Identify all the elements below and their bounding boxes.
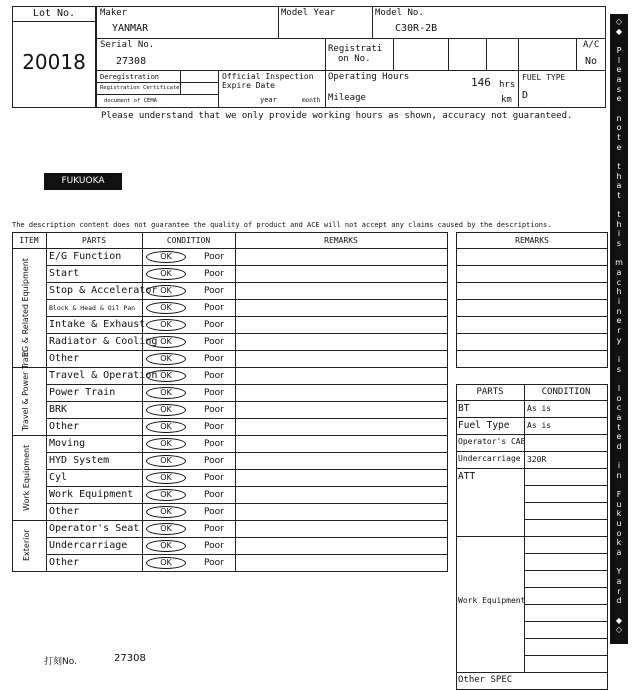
right-condition-cell[interactable] xyxy=(524,434,608,452)
ok-option[interactable]: OK xyxy=(146,285,186,297)
sidebar-char: y xyxy=(616,335,622,345)
serial-value: 27308 xyxy=(116,56,147,67)
fuel-type-label: FUEL TYPE xyxy=(522,73,566,82)
sidebar-char: t xyxy=(617,190,621,200)
remarks-cell[interactable] xyxy=(235,520,448,538)
remarks-cell[interactable] xyxy=(235,282,448,300)
poor-option[interactable]: Poor xyxy=(204,320,224,330)
header-parts-label: PARTS xyxy=(81,236,107,245)
remarks-cell[interactable] xyxy=(235,537,448,555)
part-name: Undercarriage xyxy=(49,540,128,551)
year-label: year xyxy=(260,96,277,104)
model-no-value: C30R-2B xyxy=(395,23,438,34)
sidebar-char: o xyxy=(616,123,622,133)
location-sidebar xyxy=(610,14,628,644)
sidebar-char: u xyxy=(616,519,622,529)
sidebar-char: a xyxy=(616,412,622,422)
sidebar-char: e xyxy=(616,65,622,75)
right-condition-label: CONDITION xyxy=(541,387,591,397)
header-item-label: ITEM xyxy=(19,236,39,245)
part-name: BRK xyxy=(49,404,68,415)
right-remarks-row[interactable] xyxy=(456,299,608,317)
sidebar-char: ◇ xyxy=(615,625,623,635)
lot-number: 20018 xyxy=(22,50,86,74)
right-condition-value: As is xyxy=(527,404,552,413)
sidebar-char: a xyxy=(616,548,622,558)
ok-option[interactable]: OK xyxy=(146,370,186,382)
sidebar-char: a xyxy=(616,268,622,278)
work-equipment-row[interactable] xyxy=(524,587,608,605)
poor-option[interactable]: Poor xyxy=(204,252,224,262)
right-condition-cell[interactable] xyxy=(524,519,608,537)
part-name: Other xyxy=(49,506,80,517)
poor-option[interactable]: Poor xyxy=(204,269,224,279)
right-condition-value: 320R xyxy=(527,455,547,464)
sidebar-char: r xyxy=(617,326,621,335)
sidebar-char: e xyxy=(616,432,622,442)
sidebar-char: r xyxy=(617,586,621,596)
ok-option[interactable]: OK xyxy=(146,353,186,365)
sidebar-char: s xyxy=(616,239,622,249)
model-year-label: Model Year xyxy=(281,8,336,18)
sidebar-char: o xyxy=(616,393,622,403)
sidebar-char: ◆ xyxy=(615,615,623,625)
ok-option[interactable]: OK xyxy=(146,438,186,450)
mileage-label: Mileage xyxy=(328,93,366,103)
sidebar-char: h xyxy=(616,287,622,297)
sidebar-char: k xyxy=(616,509,622,519)
inspection-label-2: Expire Date xyxy=(222,81,275,90)
poor-option[interactable]: Poor xyxy=(204,354,224,364)
ok-option[interactable]: OK xyxy=(146,523,186,535)
km-label: km xyxy=(501,95,512,105)
poor-option[interactable]: Poor xyxy=(204,558,224,568)
remarks-cell[interactable] xyxy=(235,299,448,317)
sidebar-char: e xyxy=(616,316,622,326)
fuel-type-value: D xyxy=(522,90,529,101)
remarks-cell[interactable] xyxy=(235,265,448,283)
remarks-cell[interactable] xyxy=(235,554,448,572)
part-name: Block & Head & Oil Pan xyxy=(49,304,136,312)
work-equipment-row[interactable] xyxy=(524,604,608,622)
work-equipment-row[interactable] xyxy=(524,570,608,588)
part-name: Start xyxy=(49,268,80,279)
right-remarks-row[interactable] xyxy=(456,282,608,300)
operating-hours-label: Operating Hours xyxy=(328,72,410,82)
header-remarks-label: REMARKS xyxy=(324,236,358,245)
right-condition-cell[interactable] xyxy=(524,502,608,520)
registration-label-1: Registrati xyxy=(328,44,383,54)
part-name: Travel & Operation xyxy=(49,370,158,381)
part-name: Stop & Accelerator xyxy=(49,285,158,296)
cema-label: document of CEMA xyxy=(104,98,157,104)
poor-option[interactable]: Poor xyxy=(204,371,224,381)
ok-option[interactable]: OK xyxy=(146,472,186,484)
remarks-cell[interactable] xyxy=(235,503,448,521)
sidebar-char: e xyxy=(616,142,622,152)
remarks-cell[interactable] xyxy=(235,469,448,487)
remarks-cell[interactable] xyxy=(235,248,448,266)
right-remarks-row[interactable] xyxy=(456,248,608,266)
right-remarks-row[interactable] xyxy=(456,350,608,368)
ok-option[interactable]: OK xyxy=(146,387,186,399)
ok-option[interactable]: OK xyxy=(146,268,186,280)
part-name: HYD System xyxy=(49,455,110,466)
part-name: Other xyxy=(49,421,80,432)
sidebar-char: i xyxy=(617,297,621,307)
work-equipment-row[interactable] xyxy=(524,553,608,571)
sidebar-char: o xyxy=(616,528,622,538)
maker-value: YANMAR xyxy=(112,23,149,34)
location-badge-label: FUKUOKA xyxy=(61,176,105,186)
sidebar-char: i xyxy=(617,229,621,239)
remarks-cell[interactable] xyxy=(235,435,448,453)
work-equipment-label: Work Equipment xyxy=(458,596,526,605)
inspection-label-1: Official Inspection xyxy=(222,72,314,81)
work-equipment-row[interactable] xyxy=(524,655,608,673)
other-spec-label: Other SPEC xyxy=(458,675,513,685)
sidebar-char: n xyxy=(616,113,622,123)
remarks-cell[interactable] xyxy=(235,333,448,351)
sidebar-char: Y xyxy=(616,567,622,577)
ok-option[interactable]: OK xyxy=(146,506,186,518)
work-equipment-row[interactable] xyxy=(524,536,608,554)
sidebar-char: t xyxy=(617,422,621,432)
sidebar-char: ◆ xyxy=(615,26,623,36)
poor-option[interactable]: Poor xyxy=(204,490,224,500)
sidebar-char: t xyxy=(617,132,621,142)
ok-option[interactable]: OK xyxy=(146,336,186,348)
sidebar-char: P xyxy=(616,45,622,55)
sidebar-char: t xyxy=(617,161,621,171)
group-label: Exterior xyxy=(22,529,31,562)
remarks-cell[interactable] xyxy=(235,384,448,402)
sidebar-char: t xyxy=(617,210,621,220)
ok-option[interactable]: OK xyxy=(146,540,186,552)
remarks-cell[interactable] xyxy=(235,452,448,470)
poor-option[interactable]: Poor xyxy=(204,456,224,466)
ok-option[interactable]: OK xyxy=(146,489,186,501)
sidebar-char: s xyxy=(616,364,622,374)
poor-option[interactable]: Poor xyxy=(204,541,224,551)
part-name: Cyl xyxy=(49,472,68,483)
poor-option[interactable]: Poor xyxy=(204,388,224,398)
poor-option[interactable]: Poor xyxy=(204,473,224,483)
notice-text: Please understand that we only provide working hours as shown, accuracy not guaranteed. xyxy=(101,111,573,121)
sidebar-char: d xyxy=(616,441,622,451)
ok-option[interactable]: OK xyxy=(146,557,186,569)
sidebar-char: k xyxy=(616,538,622,548)
work-equipment-row[interactable] xyxy=(524,621,608,639)
sidebar-char: h xyxy=(616,171,622,181)
part-name: Operator's Seat xyxy=(49,523,140,534)
right-condition-cell[interactable] xyxy=(524,485,608,503)
right-remarks-label: REMARKS xyxy=(515,236,549,245)
right-remarks-row[interactable] xyxy=(456,333,608,351)
hrs-label: hrs xyxy=(499,80,516,90)
part-name: E/G Function xyxy=(49,251,122,262)
poor-option[interactable]: Poor xyxy=(204,422,224,432)
remarks-cell[interactable] xyxy=(235,486,448,504)
part-name: Other xyxy=(49,557,80,568)
sidebar-char: ◇ xyxy=(615,17,623,26)
sidebar-char: i xyxy=(617,461,621,471)
ok-option[interactable]: OK xyxy=(146,251,186,263)
registration-label-2: on No. xyxy=(338,54,371,64)
part-name: Moving xyxy=(49,438,86,449)
stamp-label: 打刻No. xyxy=(44,657,77,667)
serial-label: Serial No. xyxy=(100,40,155,50)
disclaimer-text: The description content does not guarantee the quality of product and ACE will not accept any claims caused by the descriptions. xyxy=(12,221,552,229)
right-parts-label: PARTS xyxy=(476,387,504,397)
ac-value: No xyxy=(585,56,598,67)
remarks-cell[interactable] xyxy=(235,316,448,334)
sidebar-char: c xyxy=(616,277,622,287)
sidebar-char: e xyxy=(616,94,622,104)
maker-label: Maker xyxy=(100,8,128,18)
poor-option[interactable]: Poor xyxy=(204,405,224,415)
right-remarks-row[interactable] xyxy=(456,316,608,334)
stamp-value: 27308 xyxy=(114,653,146,664)
remarks-cell[interactable] xyxy=(235,367,448,385)
part-name: Radiator & Cooling xyxy=(49,336,158,347)
month-label: month xyxy=(302,97,321,104)
right-condition-value: As is xyxy=(527,421,552,430)
poor-option[interactable]: Poor xyxy=(204,507,224,517)
poor-option[interactable]: Poor xyxy=(204,439,224,449)
remarks-cell[interactable] xyxy=(235,401,448,419)
group-label: EG & Related Equipment xyxy=(21,258,30,357)
model-no-label: Model No. xyxy=(375,8,424,18)
part-name: Work Equipment xyxy=(49,489,134,500)
sidebar-char: l xyxy=(617,383,621,393)
registration-cert-label: Registration Certificate xyxy=(100,85,180,91)
right-part-name: Operator's CAB xyxy=(458,437,526,446)
operating-hours-value: 146 xyxy=(471,76,491,89)
right-condition-cell[interactable] xyxy=(524,468,608,486)
sidebar-char: a xyxy=(616,181,622,191)
remarks-cell[interactable] xyxy=(235,350,448,368)
right-part-name: Undercarriage xyxy=(458,454,521,463)
lot-label: Lot No. xyxy=(32,8,76,19)
sidebar-char: n xyxy=(616,470,622,480)
ok-option[interactable]: OK xyxy=(146,319,186,331)
header-condition-label: CONDITION xyxy=(166,236,211,245)
sidebar-char: n xyxy=(616,306,622,316)
poor-option[interactable]: Poor xyxy=(204,303,224,313)
sidebar-char: c xyxy=(616,403,622,413)
remarks-cell[interactable] xyxy=(235,418,448,436)
poor-option[interactable]: Poor xyxy=(204,286,224,296)
sidebar-char: a xyxy=(616,74,622,84)
right-part-name: BT xyxy=(458,403,470,414)
deregistration-label: Deregistration xyxy=(100,73,160,81)
part-name: Other xyxy=(49,353,80,364)
right-part-name: ATT xyxy=(458,471,476,482)
ok-option[interactable]: OK xyxy=(146,302,186,314)
work-equipment-row[interactable] xyxy=(524,638,608,656)
sidebar-char: u xyxy=(616,499,622,509)
ok-option[interactable]: OK xyxy=(146,421,186,433)
group-label: Work Equipment xyxy=(22,444,31,511)
ac-label: A/C xyxy=(583,40,600,50)
poor-option[interactable]: Poor xyxy=(204,524,224,534)
part-name: Intake & Exhaust xyxy=(49,319,146,330)
right-part-name: Fuel Type xyxy=(458,420,510,431)
ok-option[interactable]: OK xyxy=(146,455,186,467)
sidebar-char: i xyxy=(617,354,621,364)
sidebar-char: d xyxy=(616,596,622,606)
ok-option[interactable]: OK xyxy=(146,404,186,416)
part-name: Power Train xyxy=(49,387,116,398)
sidebar-char: m xyxy=(615,258,623,268)
right-remarks-row[interactable] xyxy=(456,265,608,283)
group-label: Travel & Power Train xyxy=(21,349,30,431)
sidebar-char: l xyxy=(617,55,621,65)
sidebar-char: F xyxy=(616,490,622,500)
sidebar-char: h xyxy=(616,219,622,229)
sidebar-char: a xyxy=(616,577,622,587)
poor-option[interactable]: Poor xyxy=(204,337,224,347)
sidebar-char: s xyxy=(616,84,622,94)
